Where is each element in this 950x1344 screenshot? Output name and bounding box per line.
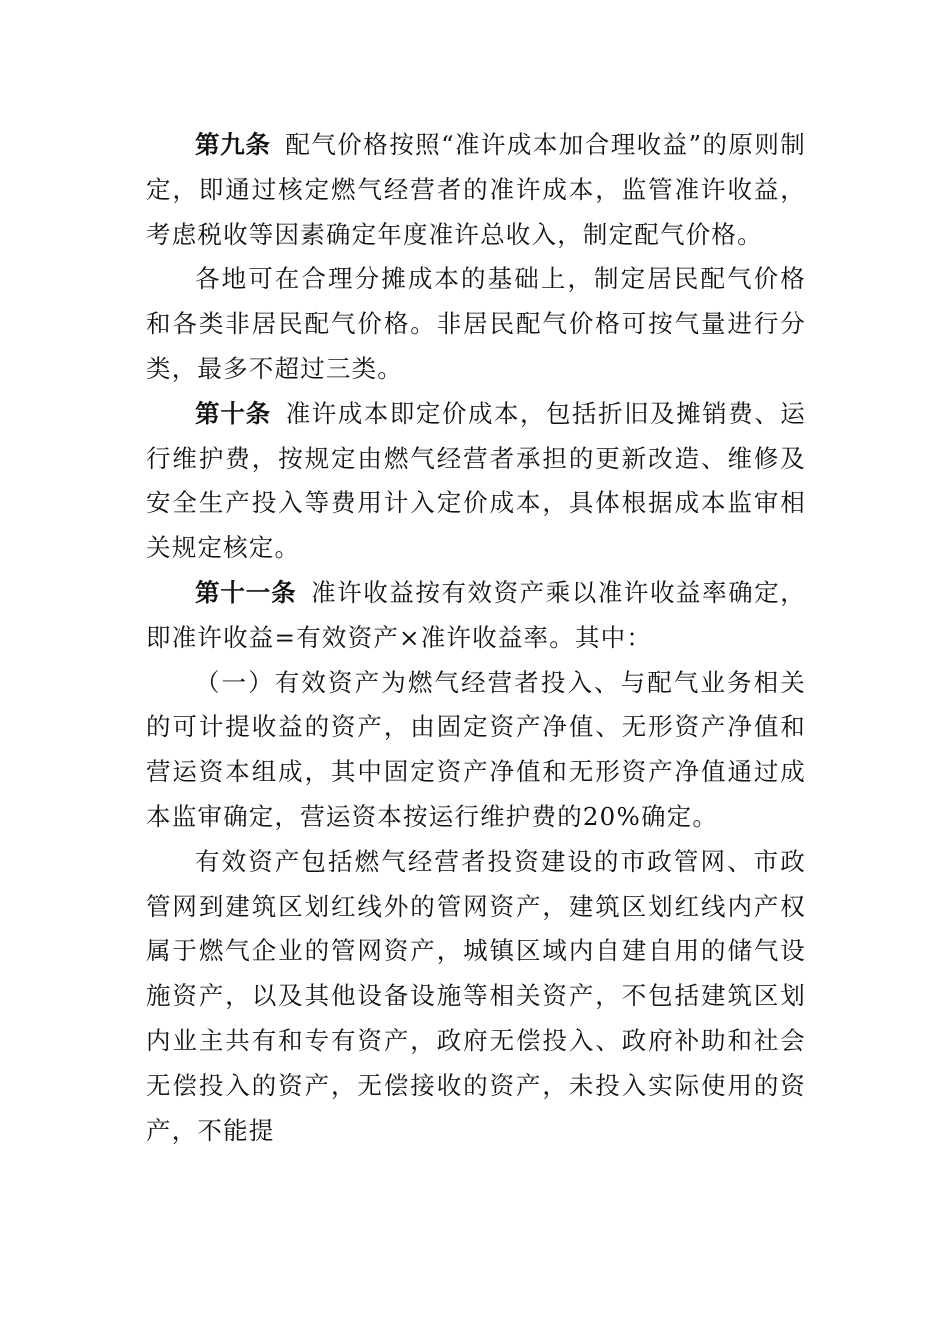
article-11-text: 准许收益按有效资产乘以准许收益率确定，即准许收益=有效资产×准许收益率。其中：: [146, 577, 806, 652]
document-page: [146, 123, 806, 1153]
article-9-paragraph: [146, 123, 806, 257]
article-10-text: 准许成本即定价成本，包括折旧及摊销费、运行维护费，按规定由燃气经营者承担的更新改造、维修及安全生产投入等费用计入定价成本，具体根据成本监审相关规定核定。: [146, 398, 807, 563]
article-11-paragraph: [146, 571, 806, 661]
effective-assets-paragraph: [146, 840, 806, 1154]
article-9-title: 第九条: [195, 130, 271, 159]
article-10-paragraph: [146, 392, 806, 571]
article-11-item-1-text: （一）有效资产为燃气经营者投入、与配气业务相关的可计提收益的资产，由固定资产净值、无形资产净值和营运资本组成，其中固定资产净值和无形资产净值通过成本监审确定，营运资本按运行维护费的20%确定。: [146, 667, 806, 831]
article-9-sub-text: 各地可在合理分摊成本的基础上，制定居民配气价格和各类非居民配气价格。非居民配气价格可按气量进行分类，最多不超过三类。: [146, 264, 806, 383]
article-10-title: 第十条: [195, 398, 271, 428]
article-9-sub-paragraph: [146, 257, 806, 391]
article-11-title: 第十一条: [195, 577, 297, 607]
article-11-item-1-paragraph: [146, 661, 806, 840]
article-9-text: 配气价格按照“准许成本加合理收益”的原则制定，即通过核定燃气经营者的准许成本，监管准许收益，考虑税收等因素确定年度准许总收入，制定配气价格。: [146, 130, 807, 249]
effective-assets-text: 有效资产包括燃气经营者投资建设的市政管网、市政管网到建筑区划红线外的管网资产，建筑区划红线内产权属于燃气企业的管网资产，城镇区域内自建自用的储气设施资产，以及其他设备设施等相关资产，不包括建筑区划内业主共有和专有资产，政府无偿投入、政府补助和社会无偿投入的资产，无偿接收的资产，未投入实际使用的资产，不能提: [146, 846, 806, 1145]
